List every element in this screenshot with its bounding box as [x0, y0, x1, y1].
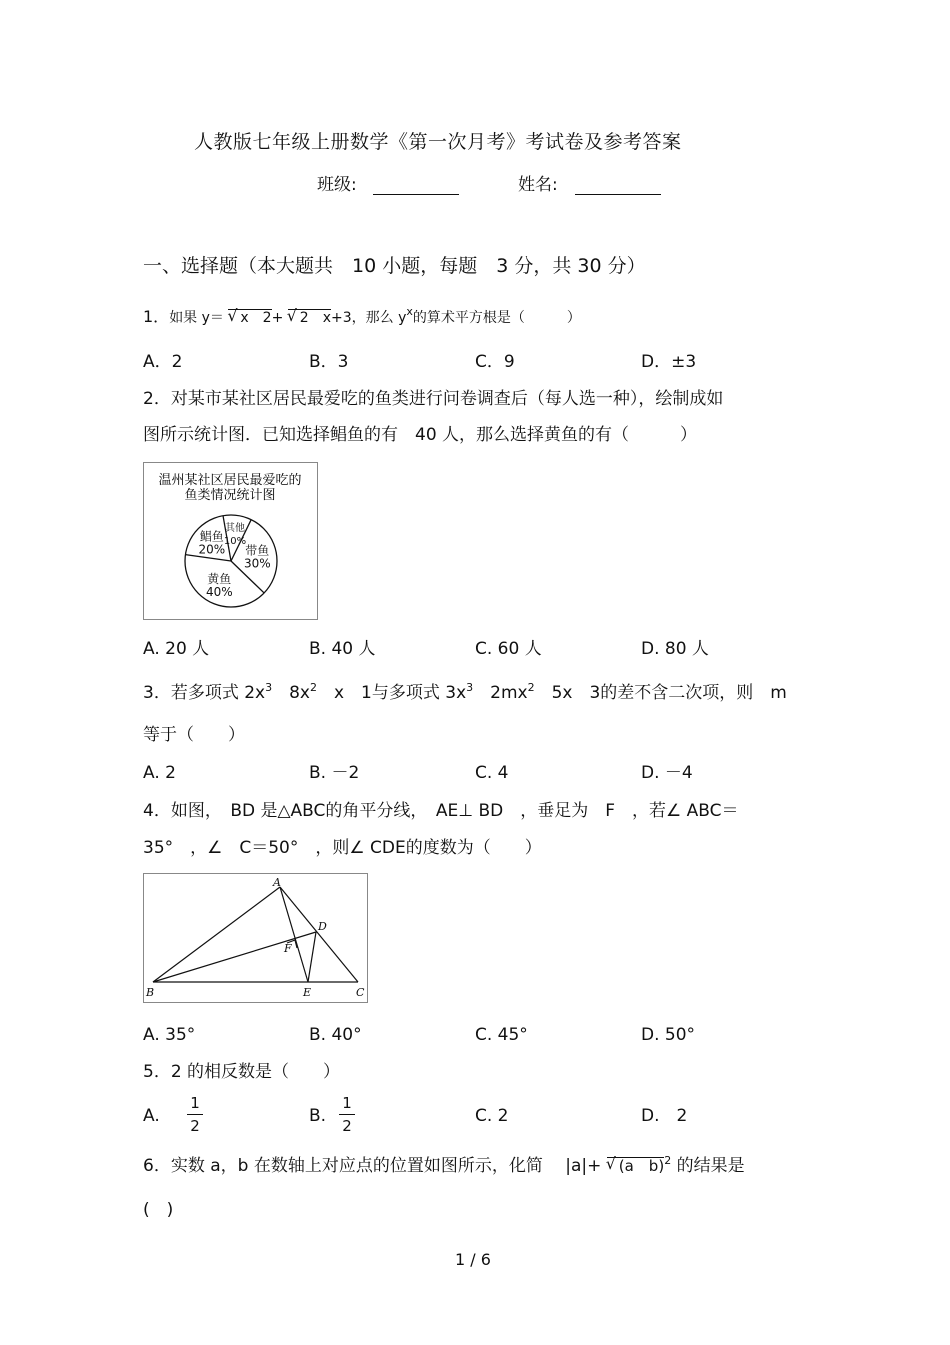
q5-fraction-b — [339, 1093, 355, 1136]
q1-option-b[interactable]: B．3 — [309, 352, 349, 372]
label-b: B — [146, 986, 155, 999]
q5-option-b[interactable]: B. — [309, 1106, 327, 1126]
slice-yellow-croaker-label: 黄鱼 — [207, 571, 232, 586]
q1-plus: + — [271, 310, 284, 326]
q4-option-a[interactable]: A. 35° — [143, 1025, 196, 1045]
slice-pomfret-percent: 20% — [198, 542, 226, 557]
q6-prefix: 6．实数 a，b 在数轴上对应点的位置如图所示，化简 |a|+ — [143, 1156, 602, 1176]
q4-option-b[interactable]: B. 40° — [309, 1025, 362, 1045]
q1-prefix: 如果 y＝ — [169, 310, 224, 326]
q1-radical-1: √ x 2 — [228, 309, 271, 327]
triangle-svg — [144, 874, 367, 1002]
slice-yellow-croaker-percent: 40% — [205, 584, 233, 599]
q1-option-c[interactable]: C．9 — [475, 352, 515, 372]
label-e: E — [303, 986, 312, 999]
q1-option-d[interactable]: D．±3 — [641, 352, 697, 372]
side-ac — [280, 887, 358, 982]
question-1 — [143, 306, 581, 330]
page-title: 人教版七年级上册数学《第一次月考》考试卷及参考答案 — [194, 131, 682, 153]
q5-line: 5．2 的相反数是（ ） — [143, 1062, 341, 1082]
class-blank[interactable] — [373, 176, 459, 195]
q3-option-d[interactable]: D. －4 — [641, 763, 693, 783]
q3-part-d: 2mx — [473, 683, 528, 703]
q6-postfix: 的结果是 — [676, 1156, 745, 1176]
slice-hairtail-percent: 30% — [243, 556, 271, 571]
page-number: 1 / 6 — [455, 1250, 491, 1269]
chart-title-line-2: 鱼类情况统计图 — [184, 488, 276, 503]
q1-number: 1． — [143, 307, 170, 326]
slice-other-label: 其他 — [224, 522, 245, 534]
question-3 — [143, 682, 787, 706]
chart-title-line-1: 温州某社区居民最爱吃的 — [158, 473, 302, 488]
q1-postfix: +3，那么 y — [330, 310, 407, 326]
q6-exponent: 2 — [664, 1154, 672, 1167]
slice-other-percent: 10% — [223, 535, 247, 547]
q2-line-1: 2．对某市某社区居民最爱吃的鱼类进行问卷调查后（每人选一种），绘制成如 — [143, 389, 724, 409]
q5-numerator-b: 1 — [342, 1094, 352, 1112]
segment-ae — [280, 887, 308, 982]
q1-exponent: x — [406, 305, 413, 318]
q3-option-c[interactable]: C. 4 — [475, 763, 509, 783]
slice-pomfret-label: 鲳鱼 — [199, 529, 224, 544]
q3-line-2: 等于（ ） — [143, 725, 245, 745]
q3-part-c: x 1与多项式 3x — [317, 683, 467, 703]
q6-radical: √ (a b) — [607, 1157, 664, 1175]
label-d: D — [318, 920, 327, 933]
q3-exp-3: 3 — [466, 681, 474, 694]
q4-line-1: 4．如图， BD 是△ABC的角平分线， AE⊥ BD ，垂足为 F ，若∠ ABC＝ — [143, 801, 739, 821]
q1-option-a[interactable]: A．2 — [143, 352, 183, 372]
q3-exp-1: 3 — [265, 681, 273, 694]
pie-chart-svg — [144, 463, 317, 619]
segment-bd — [153, 932, 316, 982]
section-heading: 一、选择题（本大题共 10 小题，每题 3 分，共 30 分） — [143, 255, 646, 277]
label-f: F — [284, 942, 292, 955]
triangle-figure — [143, 873, 368, 1003]
side-ab — [153, 887, 280, 982]
q5-fraction-a — [187, 1093, 203, 1136]
q3-exp-2: 2 — [310, 681, 317, 694]
class-label: 班级: — [317, 175, 357, 195]
q2-option-a[interactable]: A. 20 人 — [143, 639, 210, 659]
q5-numerator-a: 1 — [190, 1094, 200, 1112]
q3-part-f: 5x 3的差不含二次项，则 m — [534, 683, 787, 703]
q4-option-d[interactable]: D. 50° — [641, 1025, 696, 1045]
q3-option-b[interactable]: B. －2 — [309, 763, 360, 783]
q5-option-c[interactable]: C. 2 — [475, 1106, 509, 1126]
pie — [185, 515, 277, 607]
q1-end: 的算术平方根是（ ） — [412, 310, 581, 326]
q4-option-c[interactable]: C. 45° — [475, 1025, 528, 1045]
q1-radical-2: √ 2 x — [288, 309, 331, 327]
q5-denominator-b: 2 — [342, 1117, 352, 1135]
q5-option-a[interactable]: A. — [143, 1106, 160, 1126]
q6-line-2: ( ) — [143, 1200, 174, 1220]
pie-chart-figure — [143, 462, 318, 620]
q2-option-c[interactable]: C. 60 人 — [475, 639, 542, 659]
q3-part-b: 8x — [272, 683, 310, 703]
q2-option-d[interactable]: D. 80 人 — [641, 639, 709, 659]
q2-option-b[interactable]: B. 40 人 — [309, 639, 376, 659]
q3-option-a[interactable]: A. 2 — [143, 763, 176, 783]
question-6 — [143, 1155, 745, 1179]
q4-line-2: 35° ，∠ C＝50° ，则∠ CDE的度数为（ ） — [143, 838, 542, 858]
slice-hairtail-label: 带鱼 — [245, 543, 270, 558]
q5-option-d[interactable]: D. 2 — [641, 1106, 688, 1126]
q3-exp-4: 2 — [527, 681, 535, 694]
name-label: 姓名: — [518, 175, 558, 195]
q3-part-a: 3．若多项式 2x — [143, 683, 266, 703]
label-c: C — [356, 986, 365, 999]
name-blank[interactable] — [575, 176, 661, 195]
segment-de — [308, 932, 316, 982]
q5-denominator-a: 2 — [190, 1117, 200, 1135]
q2-line-2: 图所示统计图．已知选择鲳鱼的有 40 人，那么选择黄鱼的有（ ） — [143, 425, 698, 445]
label-a: A — [273, 876, 281, 889]
